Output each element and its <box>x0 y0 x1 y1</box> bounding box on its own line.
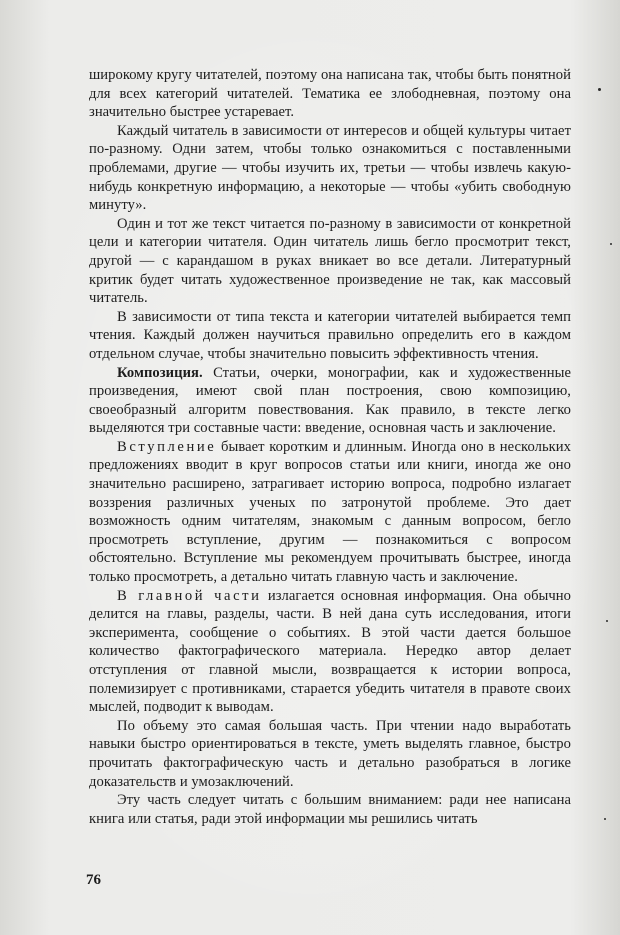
paragraph-volume: По объему это самая большая часть. При чтении надо выработать навыки быстро ориентироваться в тексте, уметь выделять главное, быстро прочитать фактографическую часть и детально разобраться в логике доказательств и умозаключений. <box>89 717 571 790</box>
paragraph-introduction <box>89 438 571 587</box>
paragraph-same-text: Один и тот же текст читается по-разному в зависимости от конкретной цели и категории читателя. Один читатель лишь бегло просмотрит текст, другой — с карандашом в руках вникает во все детали. Литературный критик будет читать художественное произведение не так, как массовый читатель. <box>89 215 571 307</box>
main-part-text: излагается основная информация. Она обычно делится на главы, разделы, части. В ней дана суть исследования, итоги эксперимента, сообщение о событиях. В этой части дается большое количество фактографического материала. Нередко автор делает отступления от главной мысли, возвращается к истории вопроса, полемизирует с противниками, старается убедить читателя в правоте своих мыслей, подводит к выводам. <box>89 587 572 716</box>
introduction-term: Вступление <box>117 438 217 455</box>
paragraph-composition <box>89 364 571 438</box>
print-speck <box>598 88 601 91</box>
paragraph-reader-interests: Каждый читатель в зависимости от интересов и общей культуры читает по-разному. Одни затем, чтобы только ознакомиться с поставленными проблемами, другие — чтобы изучить их, третьи — чтобы извлечь какую-нибудь конкретную информацию, а некоторые — чтобы «убить свободную минуту». <box>89 122 571 214</box>
composition-heading: Композиция. <box>117 364 203 381</box>
print-speck <box>606 620 608 622</box>
body-text <box>89 66 571 828</box>
print-speck <box>610 243 612 245</box>
composition-text: Статьи, очерки, монографии, как и художественные произведения, имеют свой план построения, свою композицию, своеобразный алгоритм повествования. Как правило, в тексте легко выделяются три составные части: введение, основная часть и заключение. <box>89 364 571 437</box>
paragraph-reading-tempo: В зависимости от типа текста и категории читателей выбирается темп чтения. Каждый должен научиться правильно определить его в каждом отдельном случае, чтобы значительно повысить эффективность чтения. <box>89 308 571 362</box>
paragraph-continuation: широкому кругу читателей, поэтому она написана так, чтобы быть понятной для всех категорий читателей. Тематика ее злободневная, поэтому она значительно быстрее устаревает. <box>89 67 571 121</box>
introduction-text: бывает коротким и длинным. Иногда оно в нескольких предложениях вводит в круг вопросов статьи или книги, иногда же оно значительно расширено, затрагивает историю вопроса, подробно излагает воззрения различных ученых по затронутой проблеме. Это дает возможность одним читателям, знакомым с данным вопросом, бегло просмотреть вступление, другим — познакомиться с вопросом обстоятельно. Вступление мы рекомендуем прочитывать быстрее, иногда только просмотреть, а детально читать главную часть и заключение. <box>89 438 571 586</box>
main-part-term: В главной части <box>117 587 262 604</box>
page-number: 76 <box>86 872 101 888</box>
paragraph-attention: Эту часть следует читать с большим вниманием: ради нее написана книга или статья, ради этой информации мы решились читать <box>89 792 571 827</box>
paragraph-main-part <box>89 587 571 717</box>
print-speck <box>604 818 606 820</box>
